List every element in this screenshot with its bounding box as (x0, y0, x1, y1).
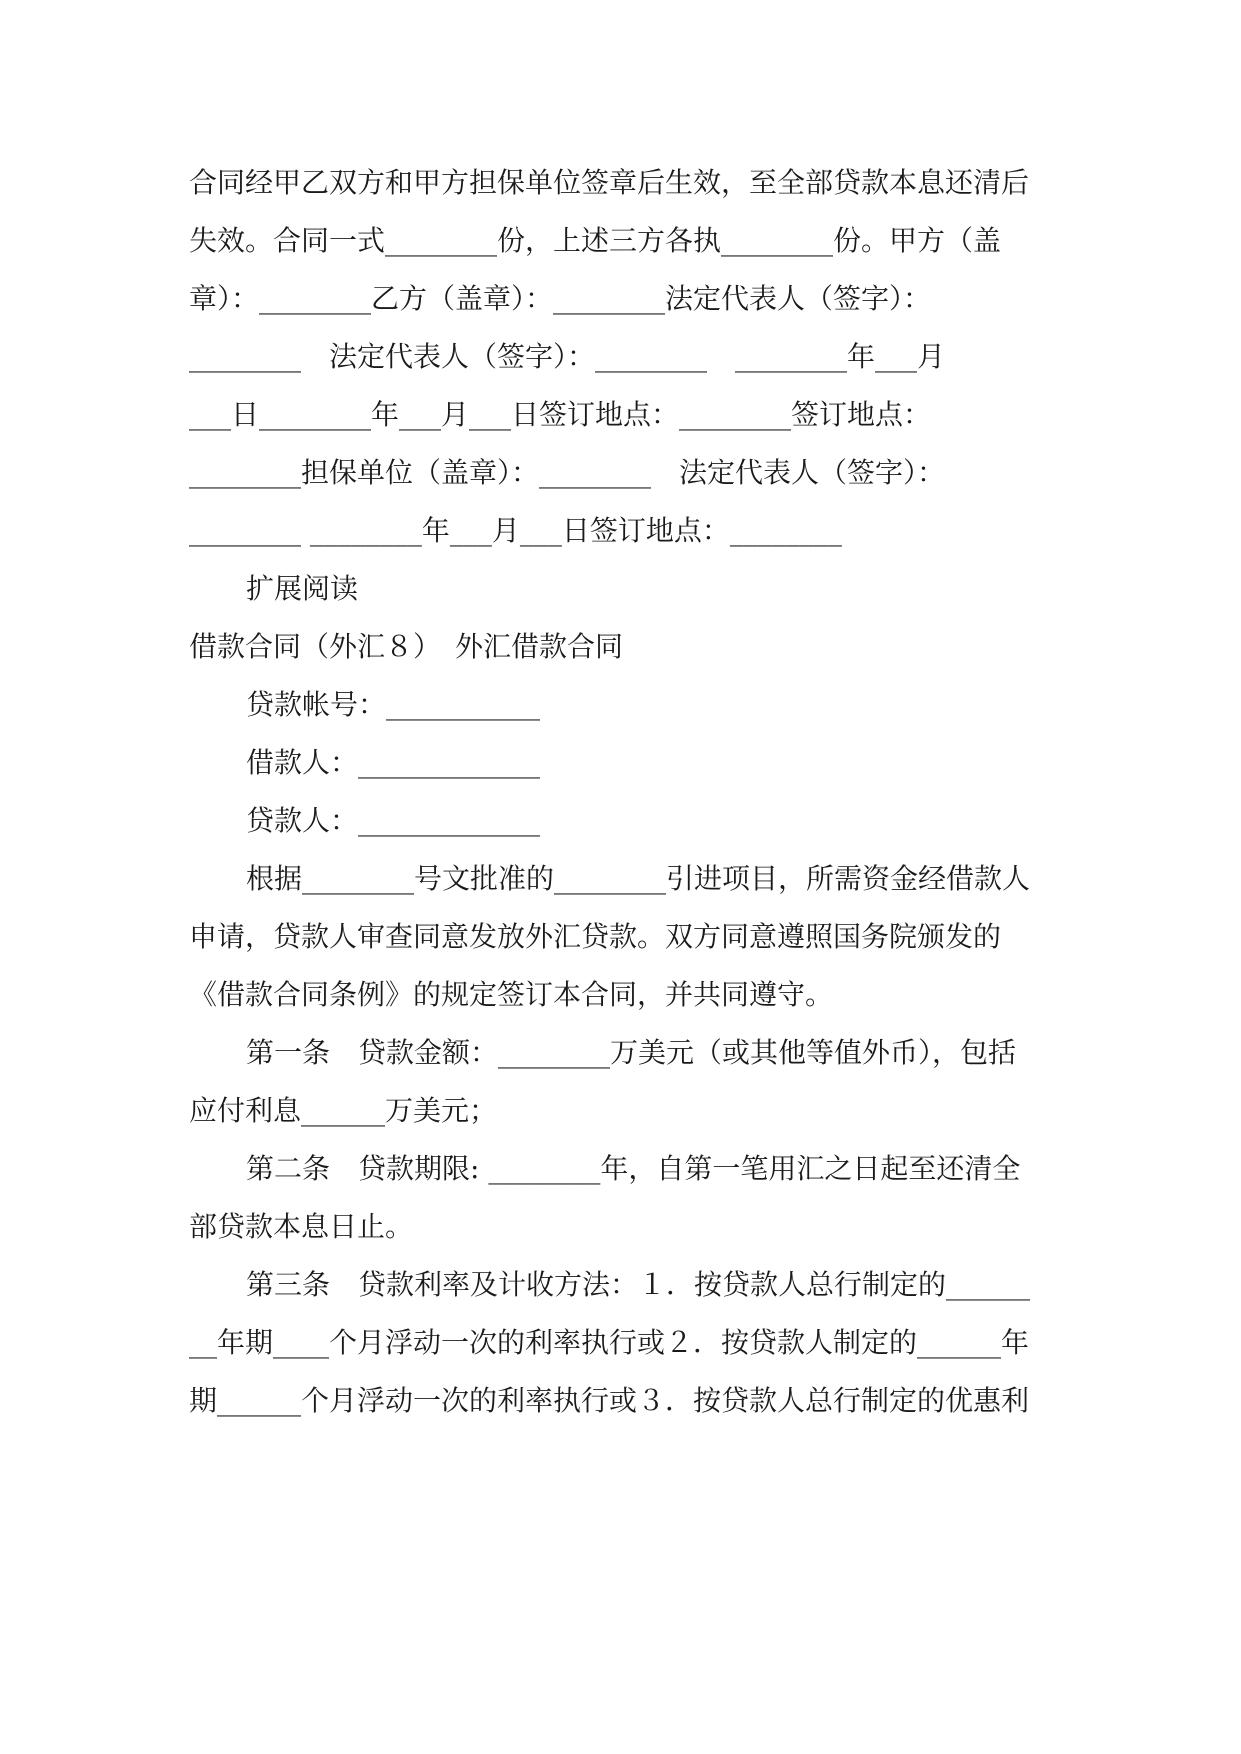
text-line: 应付利息______万美元； (189, 1094, 498, 1127)
text-line: 合同经甲乙双方和甲方担保单位签章后生效，至全部贷款本息还清后 (189, 166, 1030, 199)
text-line: 章）：________乙方（盖章）：________法定代表人（签字）： (189, 282, 932, 315)
text-line: 《借款合同条例》的规定签订本合同，并共同遵守。 (189, 978, 834, 1011)
text-line: ________ 法定代表人（签字）：________ ________年___月 (189, 340, 946, 373)
text-line: __年期____个月浮动一次的利率执行或２．按贷款人制定的______年 (189, 1326, 1030, 1359)
text-line: 期______个月浮动一次的利率执行或３．按贷款人总行制定的优惠利 (189, 1384, 1030, 1417)
text-line: 部贷款本息日止。 (189, 1210, 414, 1243)
text-line: ________ ________年___月___日签订地点：________ (189, 514, 842, 547)
text-line: ________担保单位（盖章）：________ 法定代表人（签字）： (189, 456, 946, 489)
borrower-field: 借款人：_____________ (246, 746, 541, 779)
text-line: 失效。合同一式________份，上述三方各执________份。甲方（盖 (189, 224, 1002, 257)
contract-title: 借款合同（外汇８） 外汇借款合同 (189, 630, 624, 663)
section-heading: 扩展阅读 (246, 572, 359, 605)
article-two: 第二条 贷款期限: ________年，自第一笔用汇之日起至还清全 (246, 1152, 1021, 1185)
loan-account-field: 贷款帐号：___________ (246, 688, 541, 721)
text-line: 根据________号文批准的________引进项目，所需资金经借款人 (246, 862, 1031, 895)
article-one: 第一条 贷款金额：________万美元（或其他等值外币），包括 (246, 1036, 1017, 1069)
text-line: ___日________年___月___日签订地点：________签订地点： (189, 398, 932, 431)
article-three: 第三条 贷款利率及计收方法：１．按贷款人总行制定的______ (246, 1268, 1031, 1301)
text-line: 申请，贷款人审查同意发放外汇贷款。双方同意遵照国务院颁发的 (189, 920, 1002, 953)
lender-field: 贷款人：_____________ (246, 804, 541, 837)
